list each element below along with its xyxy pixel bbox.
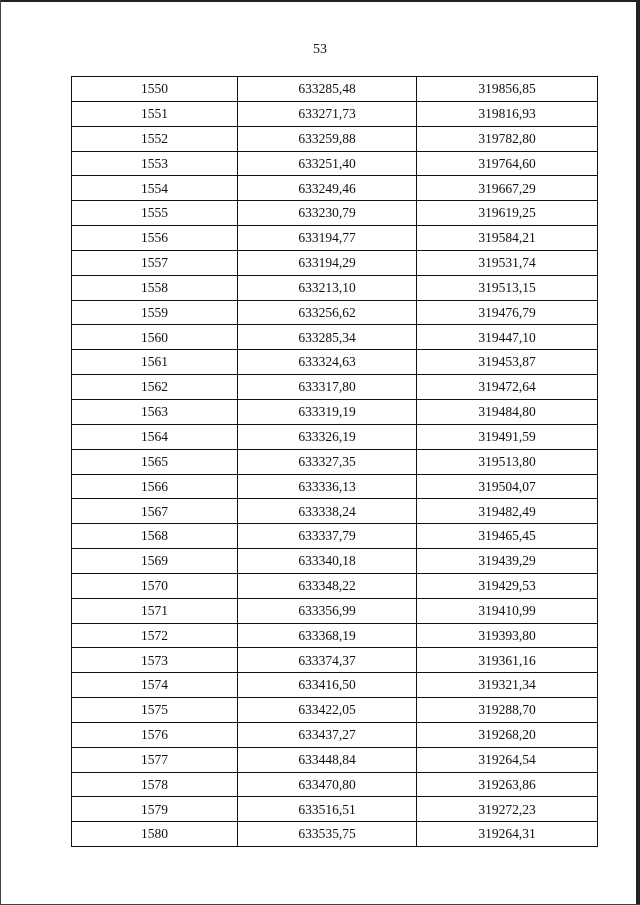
- x-coordinate-cell: 633374,37: [238, 648, 417, 673]
- point-number-cell: 1575: [72, 698, 238, 723]
- x-coordinate-cell: 633535,75: [238, 822, 417, 847]
- point-number-cell: 1569: [72, 549, 238, 574]
- x-coordinate-cell: 633470,80: [238, 772, 417, 797]
- y-coordinate-cell: 319447,10: [417, 325, 598, 350]
- point-number-cell: 1551: [72, 101, 238, 126]
- y-coordinate-cell: 319272,23: [417, 797, 598, 822]
- y-coordinate-cell: 319504,07: [417, 474, 598, 499]
- point-number-cell: 1564: [72, 424, 238, 449]
- point-number-cell: 1570: [72, 573, 238, 598]
- table-row: [72, 673, 598, 698]
- point-number-cell: 1580: [72, 822, 238, 847]
- x-coordinate-cell: 633213,10: [238, 275, 417, 300]
- table-row: [72, 698, 598, 723]
- table-row: [72, 474, 598, 499]
- y-coordinate-cell: 319264,54: [417, 747, 598, 772]
- y-coordinate-cell: 319764,60: [417, 151, 598, 176]
- y-coordinate-cell: 319453,87: [417, 350, 598, 375]
- point-number-cell: 1572: [72, 623, 238, 648]
- x-coordinate-cell: 633422,05: [238, 698, 417, 723]
- y-coordinate-cell: 319393,80: [417, 623, 598, 648]
- point-number-cell: 1565: [72, 449, 238, 474]
- x-coordinate-cell: 633285,48: [238, 77, 417, 102]
- y-coordinate-cell: 319782,80: [417, 126, 598, 151]
- y-coordinate-cell: 319476,79: [417, 300, 598, 325]
- x-coordinate-cell: 633259,88: [238, 126, 417, 151]
- table-row: [72, 300, 598, 325]
- point-number-cell: 1557: [72, 250, 238, 275]
- table-row: [72, 524, 598, 549]
- table-row: [72, 375, 598, 400]
- y-coordinate-cell: 319465,45: [417, 524, 598, 549]
- scan-border-left: [0, 0, 1, 905]
- point-number-cell: 1550: [72, 77, 238, 102]
- table-row: [72, 399, 598, 424]
- x-coordinate-cell: 633251,40: [238, 151, 417, 176]
- point-number-cell: 1566: [72, 474, 238, 499]
- y-coordinate-cell: 319667,29: [417, 176, 598, 201]
- y-coordinate-cell: 319856,85: [417, 77, 598, 102]
- point-number-cell: 1573: [72, 648, 238, 673]
- x-coordinate-cell: 633368,19: [238, 623, 417, 648]
- point-number-cell: 1556: [72, 226, 238, 251]
- page-number: 53: [313, 42, 327, 57]
- x-coordinate-cell: 633340,18: [238, 549, 417, 574]
- table-row: [72, 226, 598, 251]
- point-number-cell: 1554: [72, 176, 238, 201]
- point-number-cell: 1567: [72, 499, 238, 524]
- point-number-cell: 1563: [72, 399, 238, 424]
- y-coordinate-cell: 319513,80: [417, 449, 598, 474]
- scan-border-right: [636, 0, 640, 905]
- table-row: [72, 176, 598, 201]
- table-row: [72, 77, 598, 102]
- point-number-cell: 1559: [72, 300, 238, 325]
- point-number-cell: 1578: [72, 772, 238, 797]
- x-coordinate-cell: 633194,29: [238, 250, 417, 275]
- point-number-cell: 1561: [72, 350, 238, 375]
- table-row: [72, 747, 598, 772]
- y-coordinate-cell: 319439,29: [417, 549, 598, 574]
- table-row: [72, 151, 598, 176]
- x-coordinate-cell: 633356,99: [238, 598, 417, 623]
- y-coordinate-cell: 319288,70: [417, 698, 598, 723]
- y-coordinate-cell: 319531,74: [417, 250, 598, 275]
- y-coordinate-cell: 319361,16: [417, 648, 598, 673]
- point-number-cell: 1555: [72, 201, 238, 226]
- table-row: [72, 549, 598, 574]
- y-coordinate-cell: 319321,34: [417, 673, 598, 698]
- table-row: [72, 325, 598, 350]
- x-coordinate-cell: 633327,35: [238, 449, 417, 474]
- table-row: [72, 350, 598, 375]
- table-row: [72, 797, 598, 822]
- table-row: [72, 201, 598, 226]
- x-coordinate-cell: 633230,79: [238, 201, 417, 226]
- point-number-cell: 1576: [72, 722, 238, 747]
- y-coordinate-cell: 319484,80: [417, 399, 598, 424]
- table-row: [72, 598, 598, 623]
- x-coordinate-cell: 633319,19: [238, 399, 417, 424]
- x-coordinate-cell: 633194,77: [238, 226, 417, 251]
- x-coordinate-cell: 633326,19: [238, 424, 417, 449]
- table-row: [72, 250, 598, 275]
- y-coordinate-cell: 319263,86: [417, 772, 598, 797]
- x-coordinate-cell: 633256,62: [238, 300, 417, 325]
- point-number-cell: 1562: [72, 375, 238, 400]
- table-row: [72, 623, 598, 648]
- x-coordinate-cell: 633337,79: [238, 524, 417, 549]
- point-number-cell: 1558: [72, 275, 238, 300]
- coordinates-table: [71, 76, 598, 847]
- y-coordinate-cell: 319410,99: [417, 598, 598, 623]
- table-row: [72, 101, 598, 126]
- point-number-cell: 1560: [72, 325, 238, 350]
- x-coordinate-cell: 633348,22: [238, 573, 417, 598]
- point-number-cell: 1552: [72, 126, 238, 151]
- coordinates-table-body: [72, 77, 598, 847]
- y-coordinate-cell: 319472,64: [417, 375, 598, 400]
- y-coordinate-cell: 319619,25: [417, 201, 598, 226]
- table-row: [72, 449, 598, 474]
- point-number-cell: 1571: [72, 598, 238, 623]
- x-coordinate-cell: 633249,46: [238, 176, 417, 201]
- table-row: [72, 822, 598, 847]
- table-row: [72, 772, 598, 797]
- y-coordinate-cell: 319491,59: [417, 424, 598, 449]
- table-row: [72, 275, 598, 300]
- x-coordinate-cell: 633317,80: [238, 375, 417, 400]
- point-number-cell: 1579: [72, 797, 238, 822]
- x-coordinate-cell: 633336,13: [238, 474, 417, 499]
- x-coordinate-cell: 633338,24: [238, 499, 417, 524]
- point-number-cell: 1553: [72, 151, 238, 176]
- y-coordinate-cell: 319513,15: [417, 275, 598, 300]
- table-row: [72, 722, 598, 747]
- table-row: [72, 499, 598, 524]
- y-coordinate-cell: 319816,93: [417, 101, 598, 126]
- x-coordinate-cell: 633516,51: [238, 797, 417, 822]
- point-number-cell: 1577: [72, 747, 238, 772]
- x-coordinate-cell: 633324,63: [238, 350, 417, 375]
- table-row: [72, 424, 598, 449]
- x-coordinate-cell: 633416,50: [238, 673, 417, 698]
- y-coordinate-cell: 319264,31: [417, 822, 598, 847]
- table-row: [72, 126, 598, 151]
- x-coordinate-cell: 633271,73: [238, 101, 417, 126]
- table-row: [72, 573, 598, 598]
- y-coordinate-cell: 319429,53: [417, 573, 598, 598]
- y-coordinate-cell: 319584,21: [417, 226, 598, 251]
- x-coordinate-cell: 633448,84: [238, 747, 417, 772]
- x-coordinate-cell: 633437,27: [238, 722, 417, 747]
- point-number-cell: 1568: [72, 524, 238, 549]
- scan-border-top: [0, 0, 640, 2]
- x-coordinate-cell: 633285,34: [238, 325, 417, 350]
- y-coordinate-cell: 319268,20: [417, 722, 598, 747]
- point-number-cell: 1574: [72, 673, 238, 698]
- y-coordinate-cell: 319482,49: [417, 499, 598, 524]
- table-row: [72, 648, 598, 673]
